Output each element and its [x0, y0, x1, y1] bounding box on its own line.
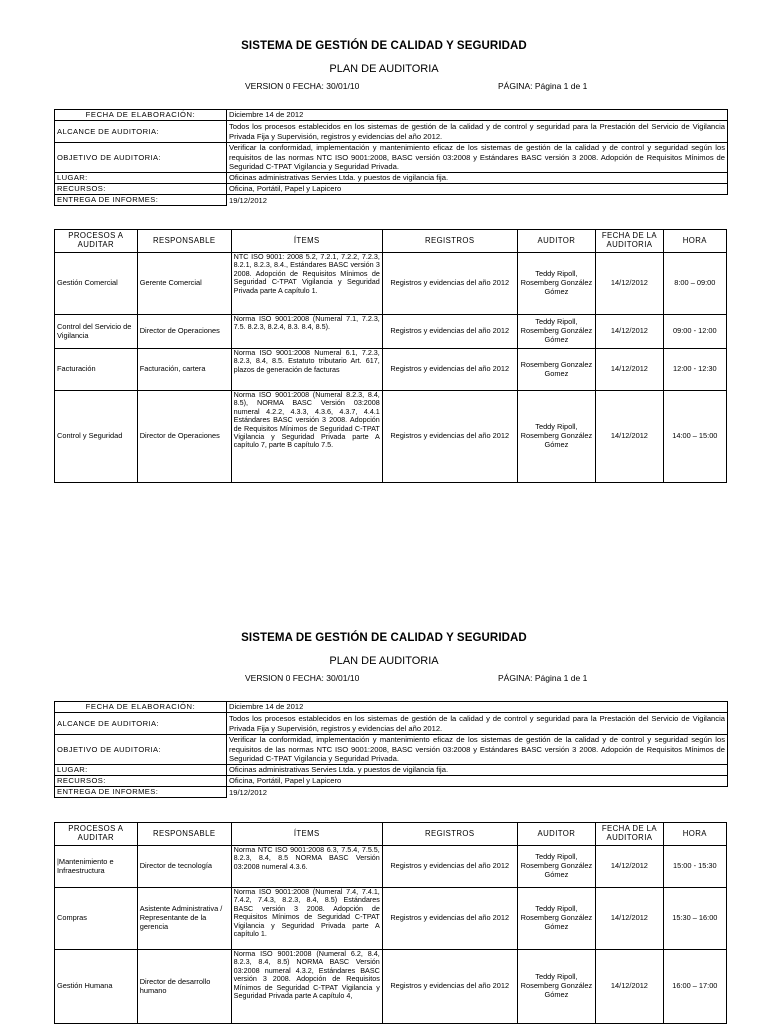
proceso-cell: Control del Servicio de Vigilancia [55, 315, 138, 349]
hora-cell: 15:00 - 15:30 [663, 846, 726, 888]
entrega-label: ENTREGA DE INFORMES: [55, 787, 227, 798]
registros-cell: Registros y evidencias del año 2012 [382, 315, 517, 349]
alcance-label: ALCANCE DE AUDITORIA: [55, 121, 227, 143]
objetivo-value: Verificar la conformidad, implementación y mantenimiento eficaz de los sistemas de gestión de la calidad y de control y seguridad según los requisitos de las normas NTC ISO 9001:2008, BASC versión 03:2008 y Estándares BASC versión 3 2008. Adopción de Requisitos Mínimos de Seguridad C-TPAT Vigilancia y Seguridad Privada. [227, 143, 728, 173]
entrega-label: ENTREGA DE INFORMES: [55, 195, 227, 206]
responsable-cell: Director de Operaciones [137, 391, 231, 483]
auditor-cell: Teddy Ripoll, Rosemberg González Gómez [517, 253, 596, 315]
fecha-elaboracion-value: Diciembre 14 de 2012 [227, 110, 728, 121]
objetivo-label: OBJETIVO DE AUDITORIA: [55, 735, 227, 765]
col-registros-header: REGISTROS [382, 823, 517, 846]
audit-plan-table-1 [54, 229, 727, 483]
col-responsable-header: RESPONSABLE [137, 230, 231, 253]
info-table [54, 109, 728, 206]
document-title: SISTEMA DE GESTIÓN DE CALIDAD Y SEGURIDAD [241, 632, 527, 644]
responsable-cell: Facturación, cartera [137, 349, 231, 391]
fecha-cell: 14/12/2012 [596, 349, 663, 391]
alcance-value: Todos los procesos establecidos en los sistemas de gestión de la calidad y de control y seguridad para la Prestación del Servicio de Vigilancia Privada Fija y Supervisión, registros y evidencias del año 2012. [227, 713, 728, 735]
responsable-cell: Gerente Comercial [137, 253, 231, 315]
recursos-value: Oficina, Portátil, Papel y Lapicero [227, 776, 728, 787]
fecha-cell: 14/12/2012 [596, 888, 663, 950]
fecha-cell: 14/12/2012 [596, 846, 663, 888]
registros-cell: Registros y evidencias del año 2012 [382, 888, 517, 950]
col-auditor-header: AUDITOR [517, 230, 596, 253]
items-cell: Norma ISO 9001:2008 (Numeral 7.4, 7.4.1, 7.4.2, 7.4.3, 8.2.3, 8.4, 8.5) Estándares BASC versión 3 2008. Adopción de Requisitos Mínimos de Seguridad C-TPAT Vigilancia y Seguridad Privada parte A capítulo 1. [231, 888, 382, 950]
document-title: SISTEMA DE GESTIÓN DE CALIDAD Y SEGURIDAD [241, 40, 527, 52]
col-items-header: ÍTEMS [231, 823, 382, 846]
items-cell: Norma ISO 9001:2008 Numeral 6.1, 7.2.3, 8.2.3, 8.4, 8.5. Estatuto tributario Art. 617, plazos de generación de facturas [231, 349, 382, 391]
hora-cell: 15:30 – 16:00 [663, 888, 726, 950]
alcance-label: ALCANCE DE AUDITORIA: [55, 713, 227, 735]
registros-cell: Registros y evidencias del año 2012 [382, 391, 517, 483]
fecha-cell: 14/12/2012 [596, 950, 663, 1024]
proceso-cell: Control y Seguridad [55, 391, 138, 483]
entrega-value: 19/12/2012 [227, 195, 728, 206]
lugar-label: LUGAR: [55, 765, 227, 776]
items-cell: Norma ISO 9001:2008 (Numeral 8.2.3, 8.4, 8.5), NORMA BASC Versión 03:2008 numeral 4.2.2, 4.3.3, 4.3.6, 4.3.7, 4.4.1 Estándares BASC versión 3 2008. Adopción de Requisitos Mínimos de Seguridad C-TPAT Vigilancia y Seguridad Privada parte A capítulo 7, parte B capítulo 7.5. [231, 391, 382, 483]
version-label: VERSION 0 FECHA: 30/01/10 [245, 673, 360, 683]
table-row [55, 846, 727, 888]
fecha-cell: 14/12/2012 [596, 315, 663, 349]
registros-cell: Registros y evidencias del año 2012 [382, 846, 517, 888]
fecha-elaboracion-label: FECHA DE ELABORACIÓN: [55, 702, 227, 713]
registros-cell: Registros y evidencias del año 2012 [382, 253, 517, 315]
fecha-cell: 14/12/2012 [596, 253, 663, 315]
proceso-cell: Gestión Comercial [55, 253, 138, 315]
col-hora-header: HORA [663, 823, 726, 846]
items-cell: Norma ISO 9001:2008 (Numeral 7.1, 7.2.3, 7.5. 8.2.3, 8.2.4, 8.3. 8.4, 8.5). [231, 315, 382, 349]
hora-cell: 8:00 – 09:00 [663, 253, 726, 315]
col-responsable-header: RESPONSABLE [137, 823, 231, 846]
version-label: VERSION 0 FECHA: 30/01/10 [245, 81, 360, 91]
recursos-value: Oficina, Portátil, Papel y Lapicero [227, 184, 728, 195]
table-row [55, 950, 727, 1024]
items-cell: Norma ISO 9001:2008 (Numeral 6.2, 8.4, 8.2.3, 8.4, 8.5) NORMA BASC Versión 03:2008 numeral 4.3.2, Estándares BASC versión 3 2008. Adopción de Requisitos Mínimos de Seguridad C-TPAT Vigilancia y Seguridad Privada parte A capítulo 4, [231, 950, 382, 1024]
document-subtitle: PLAN DE AUDITORIA [329, 63, 439, 75]
audit-plan-table-2 [54, 822, 727, 1024]
proceso-cell: Facturación [55, 349, 138, 391]
proceso-cell: |Mantenimiento e Infraestructura [55, 846, 138, 888]
col-procesos-header: PROCESOS A AUDITAR [55, 823, 138, 846]
table-row [55, 253, 727, 315]
registros-cell: Registros y evidencias del año 2012 [382, 349, 517, 391]
fecha-cell: 14/12/2012 [596, 391, 663, 483]
col-fecha-header: FECHA DE LA AUDITORIA [596, 230, 663, 253]
responsable-cell: Director de desarrollo humano [137, 950, 231, 1024]
auditor-cell: Teddy Ripoll, Rosemberg González Gómez [517, 950, 596, 1024]
recursos-label: RECURSOS: [55, 776, 227, 787]
fecha-elaboracion-value: Diciembre 14 de 2012 [227, 702, 728, 713]
lugar-label: LUGAR: [55, 173, 227, 184]
fecha-elaboracion-label: FECHA DE ELABORACIÓN: [55, 110, 227, 121]
recursos-label: RECURSOS: [55, 184, 227, 195]
col-items-header: ÍTEMS [231, 230, 382, 253]
entrega-value: 19/12/2012 [227, 787, 728, 798]
table-row [55, 315, 727, 349]
col-procesos-header: PROCESOS A AUDITAR [55, 230, 138, 253]
table-row [55, 888, 727, 950]
hora-cell: 12:00 - 12:30 [663, 349, 726, 391]
table-row [55, 349, 727, 391]
objetivo-value: Verificar la conformidad, implementación y mantenimiento eficaz de los sistemas de gestión de la calidad y de control y seguridad según los requisitos de las normas NTC ISO 9001:2008, BASC versión 03:2008 y Estándares BASC versión 3 2008. Adopción de Requisitos Mínimos de Seguridad C-TPAT Vigilancia y Seguridad Privada. [227, 735, 728, 765]
auditor-cell: Rosemberg Gonzalez Gomez [517, 349, 596, 391]
hora-cell: 14:00 – 15:00 [663, 391, 726, 483]
table-row [55, 391, 727, 483]
document-subtitle: PLAN DE AUDITORIA [329, 655, 439, 667]
items-cell: NTC ISO 9001: 2008 5.2, 7.2.1, 7.2.2, 7.2.3, 8.2.1, 8.2.3, 8.4., Estándares BASC versión 3 2008. Adopción de Requisitos Mínimos de Seguridad C-TPAT Vigilancia y Seguridad Privada parte A capítulo 1. [231, 253, 382, 315]
auditor-cell: Teddy Ripoll, Rosemberg González Gómez [517, 846, 596, 888]
page-number-label: PÁGINA: Página 1 de 1 [498, 81, 588, 91]
col-auditor-header: AUDITOR [517, 823, 596, 846]
lugar-value: Oficinas administrativas Servies Ltda. y puestos de vigilancia fija. [227, 173, 728, 184]
col-fecha-header: FECHA DE LA AUDITORIA [596, 823, 663, 846]
objetivo-label: OBJETIVO DE AUDITORIA: [55, 143, 227, 173]
proceso-cell: Gestión Humana [55, 950, 138, 1024]
auditor-cell: Teddy Ripoll, Rosemberg González Gómez [517, 888, 596, 950]
info-table [54, 701, 728, 798]
hora-cell: 09:00 - 12:00 [663, 315, 726, 349]
page-number-label: PÁGINA: Página 1 de 1 [498, 673, 588, 683]
auditor-cell: Teddy Ripoll, Rosemberg González Gómez [517, 315, 596, 349]
lugar-value: Oficinas administrativas Servies Ltda. y puestos de vigilancia fija. [227, 765, 728, 776]
hora-cell: 16:00 – 17:00 [663, 950, 726, 1024]
alcance-value: Todos los procesos establecidos en los sistemas de gestión de la calidad y de control y seguridad para la Prestación del Servicio de Vigilancia Privada Fija y Supervisión, registros y evidencias del año 2012. [227, 121, 728, 143]
responsable-cell: Director de Operaciones [137, 315, 231, 349]
col-registros-header: REGISTROS [382, 230, 517, 253]
auditor-cell: Teddy Ripoll, Rosemberg González Gómez [517, 391, 596, 483]
items-cell: Norma NTC ISO 9001:2008 6.3, 7.5.4, 7.5.5, 8.2.3, 8.4, 8.5 NORMA BASC Versión 03:2008 numeral 4.3.6. [231, 846, 382, 888]
proceso-cell: Compras [55, 888, 138, 950]
responsable-cell: Asistente Administrativa / Representante de la gerencia [137, 888, 231, 950]
registros-cell: Registros y evidencias del año 2012 [382, 950, 517, 1024]
responsable-cell: Director de tecnología [137, 846, 231, 888]
col-hora-header: HORA [663, 230, 726, 253]
